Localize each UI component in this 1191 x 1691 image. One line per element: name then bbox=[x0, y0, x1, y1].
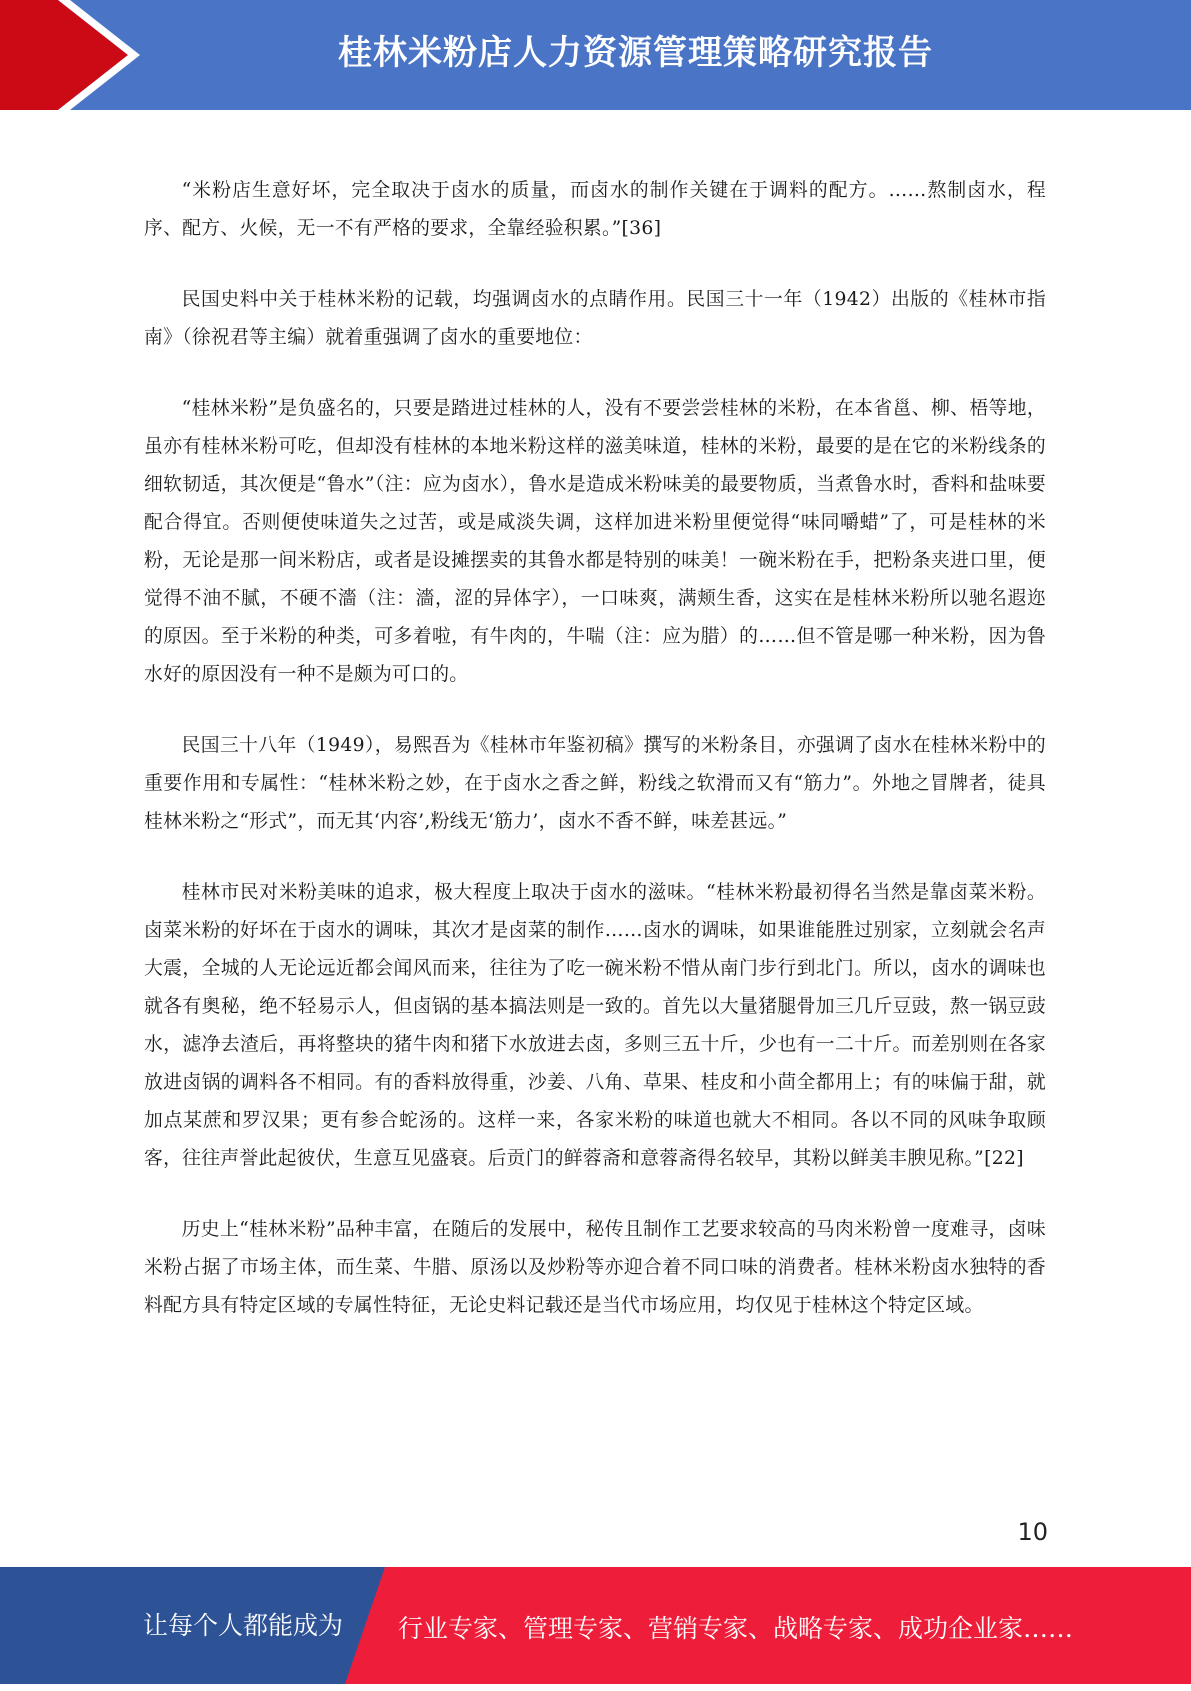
footer-slogan-left: 让每个人都能成为 bbox=[143, 1611, 344, 1640]
paragraph-quote-guilin-guide: “桂林米粉”是负盛名的，只要是踏进过桂林的人，没有不要尝尝桂林的米粉，在本省邕、柳、梧等地，虽亦有桂林米粉可吃，但却没有桂林的本地米粉这样的滋美味道，桂林的米粉，最要的是在它的米粉线条的细软韧适，其次便是“鲁水”（注：应为卤水），鲁水是造成米粉味美的最要物质，当煮鲁水时，香料和盐味要配合得宜。否则便使味道失之过苦，或是咸淡失调，这样加进米粉里便觉得“味同嚼蜡”了，可是桂林的米粉，无论是那一间米粉店，或者是设摊摆卖的其鲁水都是特别的味美！一碗米粉在手，把粉条夹进口里，便觉得不油不腻，不硬不濇（注：濇，涩的异体字），一口味爽，满颊生香，这实在是桂林米粉所以驰名遐迩的原因。至于米粉的种类，可多着啦，有牛肉的，牛喘（注：应为腊）的……但不管是哪一种米粉，因为鲁水好的原因没有一种不是颇为可口的。 bbox=[144, 398, 1046, 685]
footer-slogan-right: 行业专家、管理专家、营销专家、战略专家、成功企业家…… bbox=[398, 1614, 1074, 1643]
paragraph-quote-1: “米粉店生意好坏，完全取决于卤水的质量，而卤水的制作关键在于调料的配方。……熬制卤水，程序、配方、火候，无一不有严格的要求，全靠经验积累。”[36] bbox=[144, 180, 1046, 239]
footer-banner bbox=[0, 1567, 1191, 1684]
paragraph-5: 桂林市民对米粉美味的追求，极大程度上取决于卤水的滋味。“桂林米粉最初得名当然是靠卤菜米粉。卤菜米粉的好坏在于卤水的调味，其次才是卤菜的制作……卤水的调味，如果谁能胜过别家，立刻就会名声大震，全城的人无论远近都会闻风而来，往往为了吃一碗米粉不惜从南门步行到北门。所以，卤水的调味也就各有奥秘，绝不轻易示人，但卤锅的基本搞法则是一致的。首先以大量猪腿骨加三几斤豆豉，熬一锅豆豉水，滤净去渣后，再将整块的猪牛肉和猪下水放进去卤，多则三五十斤，少也有一二十斤。而差别则在各家放进卤锅的调料各不相同。有的香料放得重，沙姜、八角、草果、桂皮和小茴全都用上；有的味偏于甜，就加点某蔗和罗汉果；更有参合蛇汤的。这样一来，各家米粉的味道也就大不相同。各以不同的风味争取顾客，往往声誉此起彼伏，生意互见盛衰。后贡门的鲜蓉斋和意蓉斋得名较早，其粉以鲜美丰腴见称。”[22] bbox=[144, 882, 1046, 1169]
document-title: 桂林米粉店人力资源管理策略研究报告 bbox=[338, 33, 933, 73]
document-body bbox=[144, 172, 1046, 1358]
paragraph-2: 民国史料中关于桂林米粉的记载，均强调卤水的点睛作用。民国三十一年（1942）出版的《桂林市指南》（徐祝君等主编）就着重强调了卤水的重要地位： bbox=[144, 289, 1046, 348]
header-bar bbox=[0, 0, 1191, 110]
paragraph-4: 民国三十八年（1949），易熙吾为《桂林市年鉴初稿》撰写的米粉条目，亦强调了卤水在桂林米粉中的重要作用和专属性：“桂林米粉之妙，在于卤水之香之鲜，粉线之软滑而又有“筋力”。外地之冒牌者，徒具桂林米粉之“形式”，而无其‘内容’,粉线无‘筋力’，卤水不香不鲜，味差甚远。” bbox=[144, 735, 1046, 832]
paragraph-6: 历史上“桂林米粉”品种丰富，在随后的发展中，秘传且制作工艺要求较高的马肉米粉曾一度难寻，卤味米粉占据了市场主体，而生菜、牛腊、原汤以及炒粉等亦迎合着不同口味的消费者。桂林米粉卤水独特的香料配方具有特定区域的专属性特征，无论史料记载还是当代市场应用，均仅见于桂林这个特定区域。 bbox=[144, 1219, 1046, 1316]
page-number: 10 bbox=[1017, 1518, 1048, 1546]
